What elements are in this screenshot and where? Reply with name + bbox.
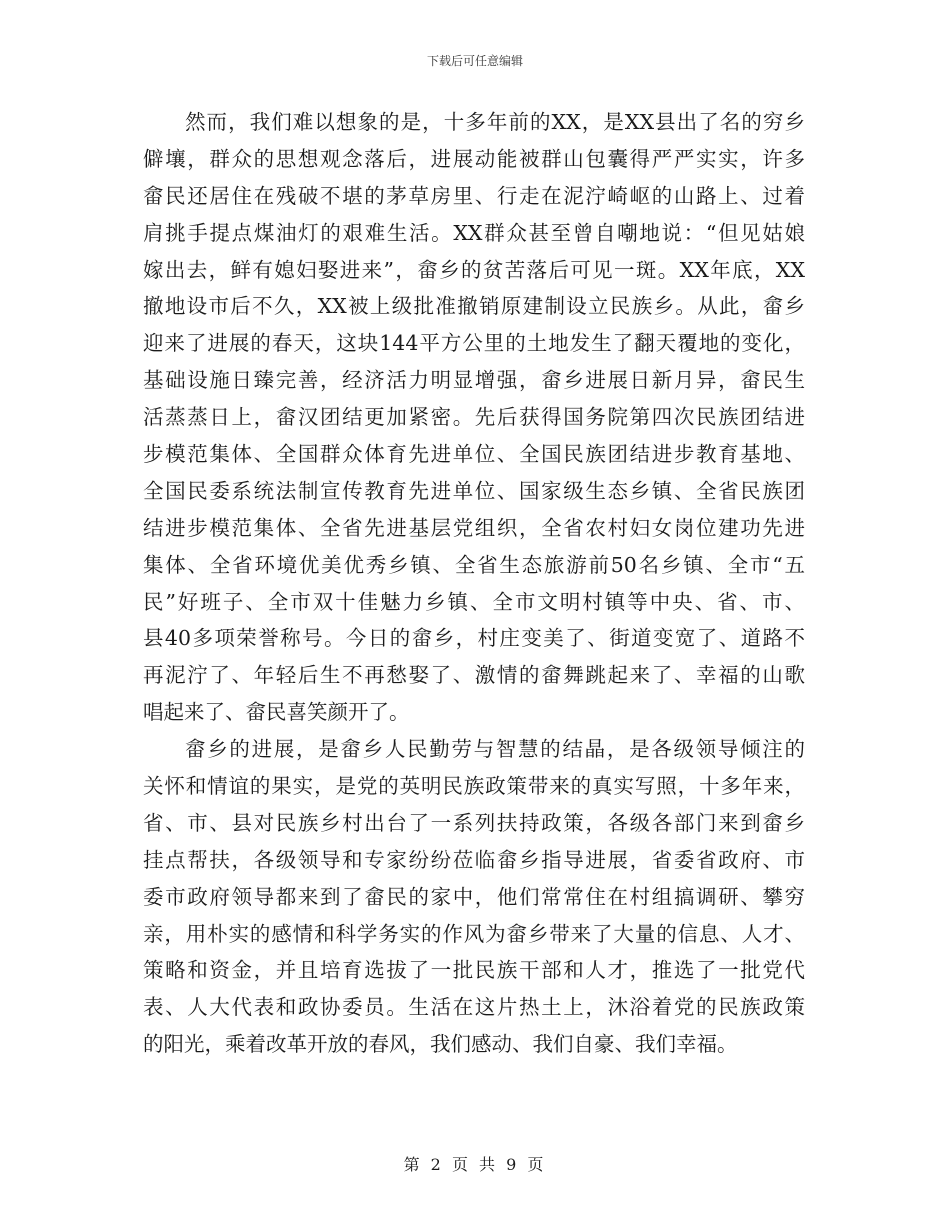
text-line: 省、市、县对民族乡村出台了一系列扶持政策，各级各部门来到畲乡 — [143, 810, 805, 835]
text-line: 嫁出去，鲜有媳妇娶进来”，畲乡的贫苦落后可见一斑。XX年底，XX — [143, 257, 805, 282]
paragraph-1 — [143, 104, 805, 731]
text-line: 迎来了进展的春天，这块144平方公里的土地发生了翻天覆地的变化， — [143, 331, 805, 356]
text-line: 肩挑手提点煤油灯的艰难生活。XX群众甚至曾自嘲地说：“但见姑娘 — [143, 220, 805, 245]
page-number: 第 2 页 共 9 页 — [403, 1155, 547, 1174]
text-line: 县40多项荣誉称号。今日的畲乡，村庄变美了、街道变宽了、道路不 — [143, 626, 805, 651]
text-line: 民”好班子、全市双十佳魅力乡镇、全市文明村镇等中央、省、市、 — [143, 589, 805, 614]
text-line: 挂点帮扶，各级领导和专家纷纷莅临畲乡指导进展，省委省政府、市 — [143, 847, 805, 872]
page-header: 下载后可任意编辑 — [426, 54, 523, 68]
text-line: 结进步模范集体、全省先进基层党组织，全省农村妇女岗位建功先进 — [143, 515, 805, 540]
text-line: 委市政府领导都来到了畲民的家中，他们常常住在村组搞调研、攀穷 — [143, 884, 805, 909]
text-line: 亲，用朴实的感情和科学务实的作风为畲乡带来了大量的信息、人才、 — [143, 921, 805, 946]
text-line: 唱起来了、畲民喜笑颜开了。 — [143, 700, 410, 725]
text-line: 然而，我们难以想象的是，十多年前的XX，是XX县出了名的穷乡 — [185, 110, 805, 134]
text-line: 全国民委系统法制宣传教育先进单位、国家级生态乡镇、全省民族团 — [143, 478, 805, 503]
text-line: 撤地设市后不久，XX被上级批准撤销原建制设立民族乡。从此，畲乡 — [143, 294, 805, 319]
document-body — [143, 104, 805, 1063]
text-line: 策略和资金，并且培育选拔了一批民族干部和人才，推选了一批党代 — [143, 958, 805, 983]
text-line: 步模范集体、全国群众体育先进单位、全国民族团结进步教育基地、 — [143, 442, 805, 467]
text-line: 集体、全省环境优美优秀乡镇、全省生态旅游前50名乡镇、全市“五 — [143, 552, 805, 577]
text-line: 基础设施日臻完善，经济活力明显增强，畲乡进展日新月异，畲民生 — [143, 368, 805, 393]
text-line: 畲民还居住在残破不堪的茅草房里、行走在泥泞崎岖的山路上、过着 — [143, 183, 805, 208]
text-line: 畲乡的进展，是畲乡人民勤劳与智慧的结晶，是各级领导倾注的 — [185, 737, 805, 762]
text-line: 僻壤，群众的思想观念落后，进展动能被群山包囊得严严实实，许多 — [143, 146, 805, 171]
text-line: 关怀和情谊的果实，是党的英明民族政策带来的真实写照，十多年来， — [143, 774, 805, 799]
text-line: 活蒸蒸日上，畲汉团结更加紧密。先后获得国务院第四次民族团结进 — [143, 405, 805, 430]
text-line: 再泥泞了、年轻后生不再愁娶了、激情的畲舞跳起来了、幸福的山歌 — [143, 663, 805, 688]
text-line: 的阳光，乘着改革开放的春风，我们感动、我们自豪、我们幸福。 — [143, 1032, 738, 1057]
text-line: 表、人大代表和政协委员。生活在这片热土上，沐浴着党的民族政策 — [143, 995, 805, 1020]
paragraph-2 — [143, 731, 805, 1063]
